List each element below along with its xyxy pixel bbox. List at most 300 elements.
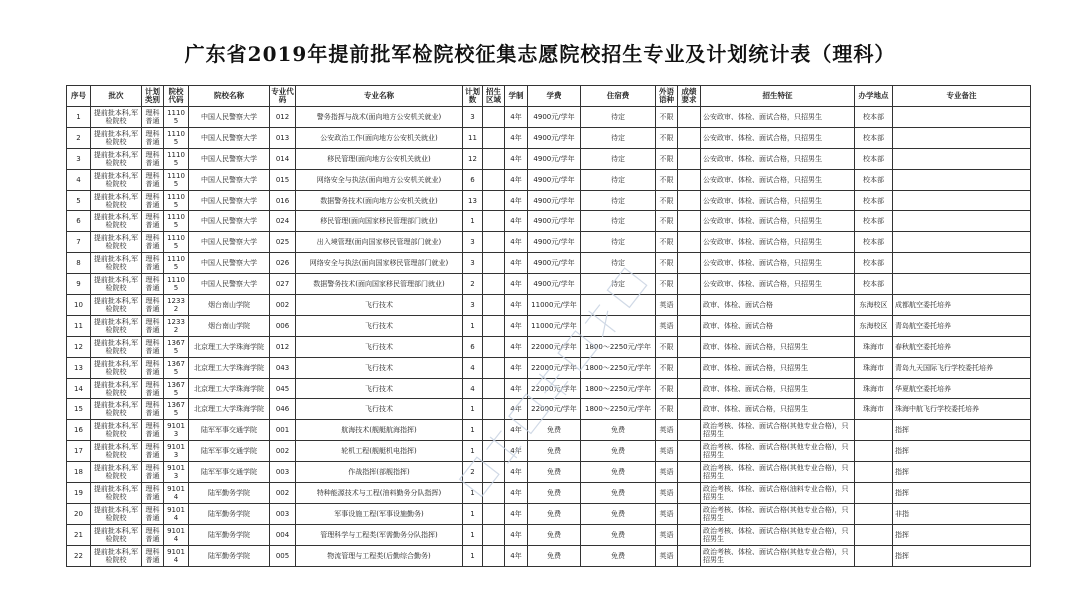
table-cell: 002 [270, 295, 296, 316]
table-cell: 025 [270, 232, 296, 253]
table-cell: 16 [67, 420, 91, 441]
table-cell: 17 [67, 441, 91, 462]
table-cell: 陆军军事交通学院 [189, 462, 270, 483]
table-cell: 4900元/学年 [528, 169, 581, 190]
table-cell: 4年 [505, 190, 528, 211]
table-cell [678, 107, 701, 128]
table-cell: 不限 [656, 148, 678, 169]
table-cell: 2 [463, 274, 483, 295]
table-row [67, 107, 1031, 128]
table-row [67, 274, 1031, 295]
table-cell: 免费 [528, 441, 581, 462]
table-cell: 政治考核、体检、面试合格(其他专业合格)，只招男生 [701, 503, 855, 524]
table-cell: 数据警务技术(面向地方公安机关就业) [296, 190, 463, 211]
table-cell [483, 503, 505, 524]
table-cell: 公安政审、体检、面试合格，只招男生 [701, 211, 855, 232]
table-cell: 4年 [505, 399, 528, 420]
table-cell: 公安政审、体检、面试合格，只招男生 [701, 190, 855, 211]
table-row [67, 336, 1031, 357]
table-cell: 003 [270, 462, 296, 483]
table-cell: 4年 [505, 357, 528, 378]
table-cell: 公安政治工作(面向地方公安机关就业) [296, 127, 463, 148]
table-cell [855, 462, 893, 483]
table-cell: 1800～2250元/学年 [581, 336, 656, 357]
table-cell: 中国人民警察大学 [189, 232, 270, 253]
table-cell: 理科普通 [142, 232, 164, 253]
table-cell [893, 127, 1031, 148]
column-header: 外语语种 [656, 86, 678, 107]
table-cell: 指挥 [893, 420, 1031, 441]
table-cell [678, 378, 701, 399]
table-cell: 免费 [528, 462, 581, 483]
table-cell: 警务指挥与战术(面向地方公安机关就业) [296, 107, 463, 128]
table-cell: 8 [67, 253, 91, 274]
table-row [67, 148, 1031, 169]
table-cell: 公安政审、体检、面试合格，只招男生 [701, 169, 855, 190]
table-cell: 提前批本科,军检院校 [91, 441, 142, 462]
table-cell: 公安政审、体检、面试合格，只招男生 [701, 107, 855, 128]
table-cell: 指挥 [893, 483, 1031, 504]
table-cell: 出入境管理(面向国家移民管理部门就业) [296, 232, 463, 253]
table-cell: 理科普通 [142, 399, 164, 420]
table-cell: 飞行技术 [296, 378, 463, 399]
table-cell [678, 503, 701, 524]
table-cell: 13 [67, 357, 91, 378]
column-header: 学制 [505, 86, 528, 107]
table-row [67, 378, 1031, 399]
table-cell: 英语 [656, 503, 678, 524]
table-cell: 提前批本科,军检院校 [91, 127, 142, 148]
column-header: 院校代码 [164, 86, 189, 107]
table-cell: 5 [67, 190, 91, 211]
table-cell: 不限 [656, 357, 678, 378]
table-cell [483, 107, 505, 128]
table-cell: 91013 [164, 441, 189, 462]
table-cell: 026 [270, 253, 296, 274]
table-cell [678, 483, 701, 504]
table-cell: 指挥 [893, 462, 1031, 483]
table-cell: 4年 [505, 211, 528, 232]
table-cell: 数据警务技术(面向国家移民管理部门就业) [296, 274, 463, 295]
table-cell: 航海技术(舰艇航海指挥) [296, 420, 463, 441]
table-cell: 移民管理(面向地方公安机关就业) [296, 148, 463, 169]
table-cell: 中国人民警察大学 [189, 211, 270, 232]
table-cell: 12 [463, 148, 483, 169]
table-cell: 珠海市 [855, 336, 893, 357]
table-cell: 提前批本科,军检院校 [91, 274, 142, 295]
table-cell: 北京理工大学珠海学院 [189, 336, 270, 357]
table-cell: 不限 [656, 211, 678, 232]
table-cell: 政治考核、体检、面试合格(油料专业合格)，只招男生 [701, 483, 855, 504]
table-cell: 提前批本科,军检院校 [91, 232, 142, 253]
column-header: 学费 [528, 86, 581, 107]
table-row [67, 253, 1031, 274]
table-cell: 提前批本科,军检院校 [91, 357, 142, 378]
table-row [67, 503, 1031, 524]
table-cell: 15 [67, 399, 91, 420]
admissions-table [66, 85, 1031, 567]
table-header-row [67, 86, 1031, 107]
table-cell: 免费 [528, 420, 581, 441]
table-cell: 非指 [893, 503, 1031, 524]
table-cell: 珠海市 [855, 378, 893, 399]
table-cell [483, 399, 505, 420]
table-cell: 春秋航空委托培养 [893, 336, 1031, 357]
table-cell [483, 357, 505, 378]
table-cell [678, 420, 701, 441]
table-cell: 11 [67, 315, 91, 336]
table-cell [483, 524, 505, 545]
table-cell: 13675 [164, 336, 189, 357]
table-row [67, 524, 1031, 545]
table-cell: 英语 [656, 315, 678, 336]
table-cell: 政治考核、体检、面试合格(其他专业合格)，只招男生 [701, 545, 855, 566]
table-cell: 4900元/学年 [528, 253, 581, 274]
table-cell: 提前批本科,军检院校 [91, 524, 142, 545]
table-cell: 4900元/学年 [528, 107, 581, 128]
table-cell: 11000元/学年 [528, 295, 581, 316]
table-cell: 91013 [164, 420, 189, 441]
table-cell [483, 253, 505, 274]
table-cell [893, 232, 1031, 253]
table-cell: 004 [270, 524, 296, 545]
table-cell: 1 [67, 107, 91, 128]
column-header: 办学地点 [855, 86, 893, 107]
table-cell: 指挥 [893, 545, 1031, 566]
column-header: 专业名称 [296, 86, 463, 107]
table-cell: 012 [270, 336, 296, 357]
table-cell: 提前批本科,军检院校 [91, 483, 142, 504]
table-cell: 烟台南山学院 [189, 295, 270, 316]
table-cell: 11105 [164, 107, 189, 128]
table-cell [893, 211, 1031, 232]
table-cell [483, 169, 505, 190]
column-header: 成绩要求 [678, 86, 701, 107]
table-cell: 11105 [164, 253, 189, 274]
table-cell [855, 545, 893, 566]
table-cell: 免费 [528, 503, 581, 524]
table-cell: 4年 [505, 378, 528, 399]
table-cell: 不限 [656, 399, 678, 420]
table-cell: 提前批本科,军检院校 [91, 253, 142, 274]
table-cell: 理科普通 [142, 295, 164, 316]
table-cell: 18 [67, 462, 91, 483]
table-cell: 免费 [528, 545, 581, 566]
page-title: 广东省2019年提前批军检院校征集志愿院校招生专业及计划统计表（理科） [184, 42, 896, 66]
table-cell: 物流管理与工程类(后勤综合勤务) [296, 545, 463, 566]
table-cell: 理科普通 [142, 315, 164, 336]
table-cell: 青岛九天国际飞行学校委托培养 [893, 357, 1031, 378]
table-cell: 待定 [581, 107, 656, 128]
table-row [67, 462, 1031, 483]
table-cell: 提前批本科,军检院校 [91, 399, 142, 420]
table-cell: 政审、体检、面试合格 [701, 295, 855, 316]
table-cell: 政审、体检、面试合格，只招男生 [701, 378, 855, 399]
table-row [67, 315, 1031, 336]
table-cell: 045 [270, 378, 296, 399]
table-cell: 指挥 [893, 524, 1031, 545]
table-body [67, 107, 1031, 567]
table-cell: 待定 [581, 190, 656, 211]
table-cell: 网络安全与执法(面向地方公安机关就业) [296, 169, 463, 190]
table-cell: 校本部 [855, 232, 893, 253]
table-cell: 6 [463, 336, 483, 357]
table-row [67, 127, 1031, 148]
table-cell: 9 [67, 274, 91, 295]
table-cell: 19 [67, 483, 91, 504]
table-cell: 1 [463, 315, 483, 336]
table-cell: 待定 [581, 148, 656, 169]
table-cell [483, 295, 505, 316]
table-cell: 4 [463, 357, 483, 378]
table-cell: 13675 [164, 357, 189, 378]
table-cell [483, 274, 505, 295]
table-cell: 不限 [656, 190, 678, 211]
table-cell: 4年 [505, 524, 528, 545]
table-row [67, 190, 1031, 211]
table-row [67, 169, 1031, 190]
table-cell: 1 [463, 483, 483, 504]
table-cell: 4900元/学年 [528, 274, 581, 295]
table-cell: 飞行技术 [296, 399, 463, 420]
table-cell: 免费 [528, 483, 581, 504]
table-cell [483, 462, 505, 483]
table-cell: 006 [270, 315, 296, 336]
table-cell [678, 441, 701, 462]
table-cell: 珠海市 [855, 399, 893, 420]
table-cell: 北京理工大学珠海学院 [189, 378, 270, 399]
table-cell: 2 [463, 462, 483, 483]
table-cell: 政审、体检、面试合格，只招男生 [701, 399, 855, 420]
table-cell: 12332 [164, 315, 189, 336]
table-cell: 免费 [581, 441, 656, 462]
table-cell: 4年 [505, 441, 528, 462]
table-cell: 91014 [164, 524, 189, 545]
table-cell: 待定 [581, 211, 656, 232]
table-cell: 027 [270, 274, 296, 295]
table-cell: 4 [67, 169, 91, 190]
table-cell [483, 336, 505, 357]
table-cell: 4年 [505, 127, 528, 148]
table-cell: 中国人民警察大学 [189, 190, 270, 211]
table-cell: 014 [270, 148, 296, 169]
table-cell: 提前批本科,军检院校 [91, 503, 142, 524]
column-header: 序号 [67, 86, 91, 107]
table-cell: 1800～2250元/学年 [581, 399, 656, 420]
table-row [67, 545, 1031, 566]
table-cell: 飞行技术 [296, 295, 463, 316]
table-cell: 4900元/学年 [528, 211, 581, 232]
table-cell: 英语 [656, 420, 678, 441]
table-cell: 军事设施工程(军事设施勤务) [296, 503, 463, 524]
table-cell [678, 524, 701, 545]
table-cell [483, 545, 505, 566]
table-cell: 理科普通 [142, 274, 164, 295]
table-cell: 4年 [505, 232, 528, 253]
table-cell [678, 315, 701, 336]
table-cell: 11 [463, 127, 483, 148]
table-cell: 免费 [581, 545, 656, 566]
table-row [67, 399, 1031, 420]
table-cell: 待定 [581, 232, 656, 253]
table-cell: 理科普通 [142, 169, 164, 190]
table-cell: 1 [463, 545, 483, 566]
table-cell: 4年 [505, 107, 528, 128]
table-cell: 理科普通 [142, 462, 164, 483]
table-cell: 012 [270, 107, 296, 128]
table-cell: 20 [67, 503, 91, 524]
table-cell [483, 127, 505, 148]
table-cell: 3 [463, 253, 483, 274]
table-cell: 英语 [656, 545, 678, 566]
table-cell: 91013 [164, 462, 189, 483]
table-cell: 华夏航空委托培养 [893, 378, 1031, 399]
table-cell: 成都航空委托培养 [893, 295, 1031, 316]
table-cell: 作战指挥(部舰指挥) [296, 462, 463, 483]
table-cell: 提前批本科,军检院校 [91, 462, 142, 483]
table-cell: 提前批本科,军检院校 [91, 420, 142, 441]
table-cell: 理科普通 [142, 378, 164, 399]
table-cell: 提前批本科,军检院校 [91, 315, 142, 336]
table-row [67, 441, 1031, 462]
table-cell: 中国人民警察大学 [189, 127, 270, 148]
table-cell [893, 148, 1031, 169]
table-cell: 管理科学与工程类(军需勤务分队指挥) [296, 524, 463, 545]
table-cell: 11105 [164, 211, 189, 232]
table-cell: 理科普通 [142, 253, 164, 274]
table-cell: 3 [463, 295, 483, 316]
table-cell: 不限 [656, 232, 678, 253]
table-cell: 公安政审、体检、面试合格，只招男生 [701, 148, 855, 169]
table-cell: 3 [463, 107, 483, 128]
table-cell [678, 545, 701, 566]
table-cell: 024 [270, 211, 296, 232]
table-cell: 陆军勤务学院 [189, 503, 270, 524]
table-cell: 理科普通 [142, 127, 164, 148]
table-cell: 4900元/学年 [528, 148, 581, 169]
table-cell: 免费 [581, 420, 656, 441]
table-cell: 不限 [656, 274, 678, 295]
table-cell: 6 [463, 169, 483, 190]
table-cell: 轮机工程(舰艇机电指挥) [296, 441, 463, 462]
table-cell: 待定 [581, 274, 656, 295]
table-cell: 政治考核、体检、面试合格(其他专业合格)，只招男生 [701, 420, 855, 441]
table-cell: 1 [463, 420, 483, 441]
table-cell: 005 [270, 545, 296, 566]
table-cell: 4年 [505, 274, 528, 295]
table-cell: 公安政审、体检、面试合格，只招男生 [701, 253, 855, 274]
table-cell: 公安政审、体检、面试合格，只招男生 [701, 274, 855, 295]
table-cell: 001 [270, 420, 296, 441]
table-cell: 22000元/学年 [528, 336, 581, 357]
table-cell: 11105 [164, 232, 189, 253]
table-cell: 22000元/学年 [528, 357, 581, 378]
table-cell: 理科普通 [142, 211, 164, 232]
table-cell [855, 503, 893, 524]
table-cell: 提前批本科,军检院校 [91, 545, 142, 566]
table-cell [581, 315, 656, 336]
table-cell: 4年 [505, 253, 528, 274]
table-cell [678, 127, 701, 148]
table-cell: 043 [270, 357, 296, 378]
table-cell: 提前批本科,军检院校 [91, 190, 142, 211]
table-cell [678, 253, 701, 274]
table-cell: 12 [67, 336, 91, 357]
table-cell: 校本部 [855, 253, 893, 274]
table-cell: 提前批本科,军检院校 [91, 211, 142, 232]
table-cell: 002 [270, 441, 296, 462]
table-cell: 英语 [656, 295, 678, 316]
table-cell: 4年 [505, 315, 528, 336]
table-cell: 免费 [581, 483, 656, 504]
column-header: 院校名称 [189, 86, 270, 107]
table-cell: 政治考核、体检、面试合格(其他专业合格)，只招男生 [701, 524, 855, 545]
table-cell: 烟台南山学院 [189, 315, 270, 336]
table-cell: 提前批本科,军检院校 [91, 378, 142, 399]
table-cell: 1 [463, 503, 483, 524]
table-cell [893, 274, 1031, 295]
table-cell [678, 211, 701, 232]
table-cell [678, 399, 701, 420]
table-cell: 21 [67, 524, 91, 545]
table-cell: 英语 [656, 441, 678, 462]
table-cell: 4年 [505, 169, 528, 190]
table-cell: 珠海中航飞行学校委托培养 [893, 399, 1031, 420]
table-cell: 东海校区 [855, 315, 893, 336]
table-cell: 校本部 [855, 190, 893, 211]
table-cell [678, 462, 701, 483]
table-cell: 4年 [505, 483, 528, 504]
table-cell: 指挥 [893, 441, 1031, 462]
table-cell [483, 190, 505, 211]
table-cell: 陆军勤务学院 [189, 483, 270, 504]
table-cell [483, 378, 505, 399]
table-cell: 1 [463, 211, 483, 232]
table-row [67, 232, 1031, 253]
column-header: 招生特征 [701, 86, 855, 107]
table-cell: 移民管理(面向国家移民管理部门就业) [296, 211, 463, 232]
table-cell: 提前批本科,军检院校 [91, 107, 142, 128]
table-cell: 不限 [656, 169, 678, 190]
table-cell: 校本部 [855, 127, 893, 148]
table-cell: 理科普通 [142, 336, 164, 357]
table-cell: 11105 [164, 274, 189, 295]
table-cell: 中国人民警察大学 [189, 169, 270, 190]
table-cell: 理科普通 [142, 107, 164, 128]
table-cell [678, 190, 701, 211]
table-cell: 中国人民警察大学 [189, 107, 270, 128]
table-row [67, 357, 1031, 378]
table-cell: 青岛航空委托培养 [893, 315, 1031, 336]
table-cell: 1800～2250元/学年 [581, 378, 656, 399]
table-cell: 政审、体检、面试合格，只招男生 [701, 336, 855, 357]
table-cell: 4年 [505, 295, 528, 316]
table-cell: 飞行技术 [296, 357, 463, 378]
table-cell: 7 [67, 232, 91, 253]
table-cell: 4900元/学年 [528, 190, 581, 211]
table-cell: 英语 [656, 462, 678, 483]
table-cell: 飞行技术 [296, 315, 463, 336]
table-cell [678, 357, 701, 378]
table-cell: 2 [67, 127, 91, 148]
table-cell [483, 148, 505, 169]
table-cell [893, 190, 1031, 211]
table-cell: 政审、体检、面试合格，只招男生 [701, 357, 855, 378]
table-cell: 1 [463, 524, 483, 545]
table-cell: 特种能源技术与工程(油料勤务分队指挥) [296, 483, 463, 504]
table-cell [678, 295, 701, 316]
table-cell: 016 [270, 190, 296, 211]
